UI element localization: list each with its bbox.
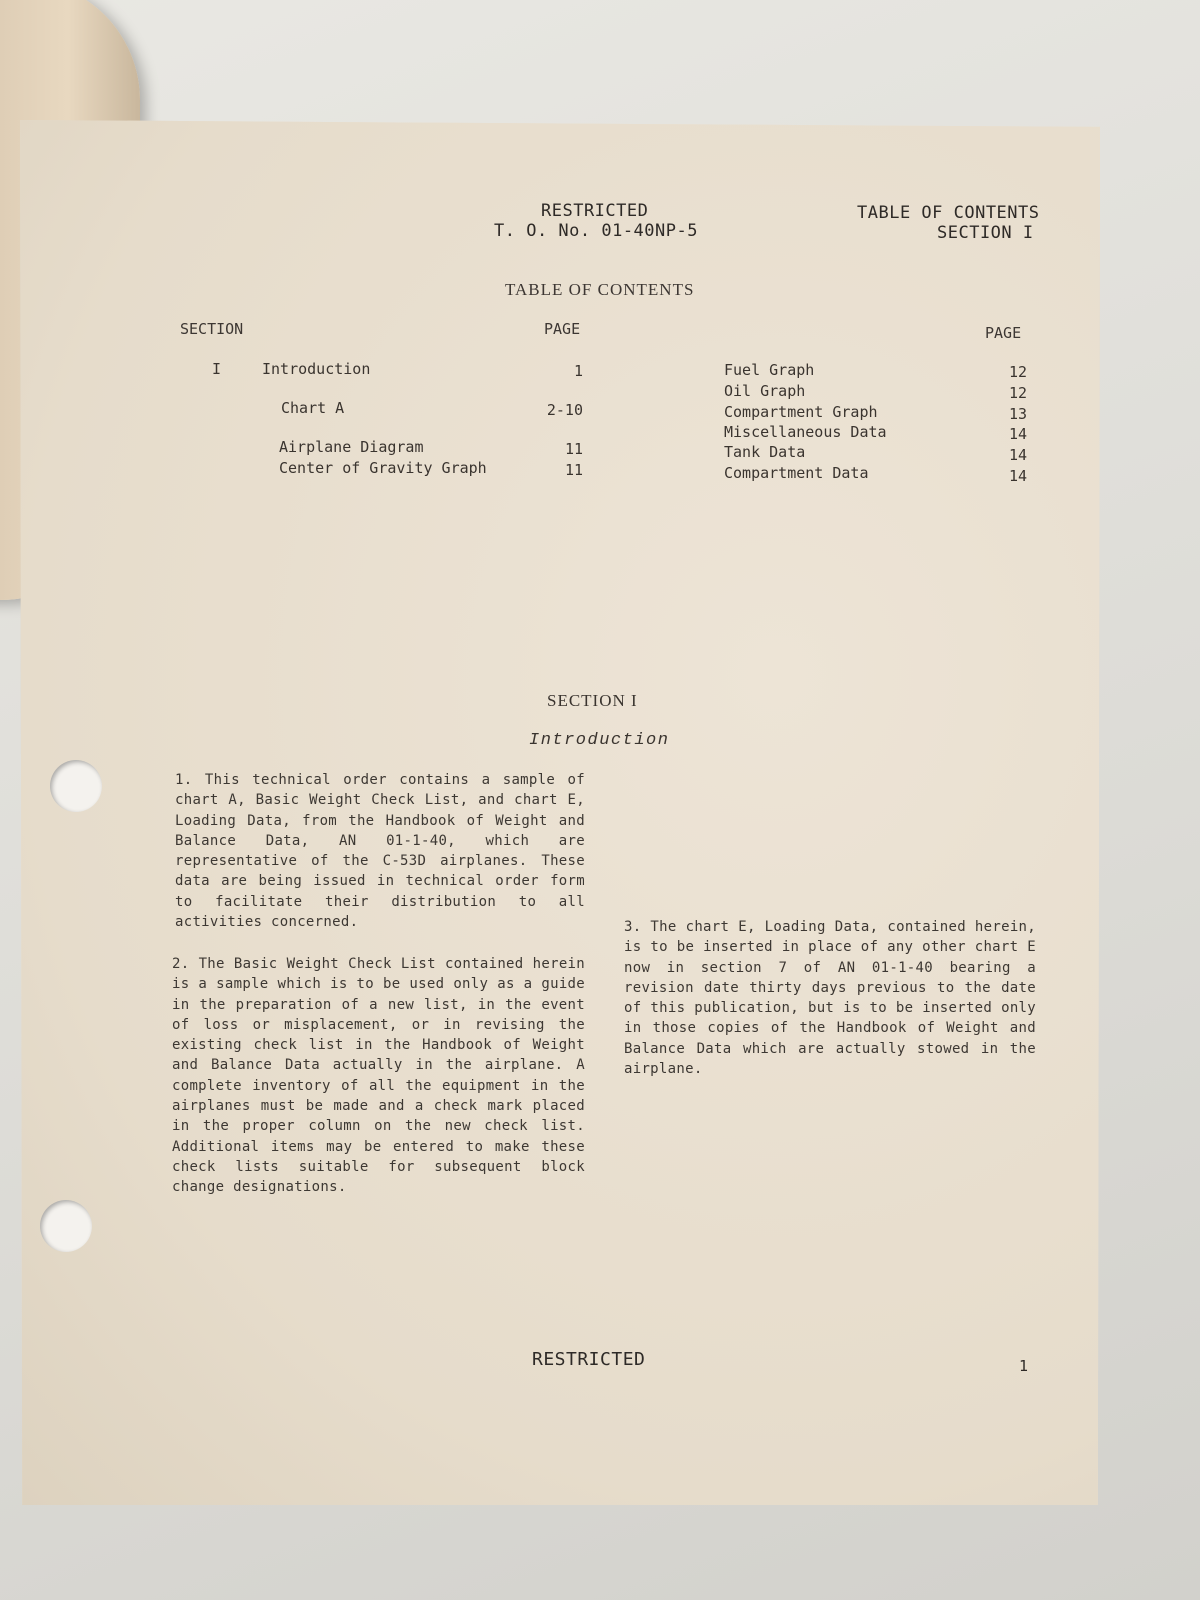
toc-left-entry: Chart A xyxy=(281,399,345,417)
punch-hole-top xyxy=(50,760,102,812)
section-subheading: Introduction xyxy=(529,731,670,750)
toc-right-entry: Compartment Data xyxy=(724,464,869,482)
toc-right-page: 12 xyxy=(1008,363,1027,381)
paragraph-1: 1. This technical order contains a sample of chart A, Basic Weight Check List, and chart E, Loading Data, from the Handbook of Weight and Balance Data, AN 01-1-40, which are representative of the C-53D airplanes. These data are being issued in technical order form to facilitate their distribution to all activities concerned. xyxy=(175,772,585,931)
header-classification: RESTRICTED xyxy=(541,201,649,221)
toc-right-entry: Tank Data xyxy=(724,443,806,461)
toc-right-page: 12 xyxy=(1008,384,1027,402)
toc-right-page: 14 xyxy=(1008,446,1027,464)
toc-left-section-num: I xyxy=(212,360,222,378)
toc-left-page: 1 xyxy=(573,362,583,380)
toc-title: TABLE OF CONTENTS xyxy=(505,280,695,299)
footer-page-number: 1 xyxy=(1019,1357,1029,1375)
toc-right-page: 14 xyxy=(1008,467,1027,485)
toc-right-entry: Oil Graph xyxy=(724,382,806,400)
toc-right-page: 14 xyxy=(1008,425,1027,443)
paragraph-3: 3. The chart E, Loading Data, contained herein, is to be inserted in place of any other chart E now in section 7 of AN 01-1-40 bearing a revision date thirty days previous to the date of this publication, but is to be inserted only in those copies of the Handbook of Weight and Balance Data which are actually stowed in the airplane. xyxy=(624,919,1036,1078)
toc-right-page: 13 xyxy=(1008,405,1027,423)
toc-left-page: 2-10 xyxy=(546,401,583,419)
header-right-section: SECTION I xyxy=(937,223,1034,243)
toc-right-entry: Compartment Graph xyxy=(724,403,878,421)
toc-left-entry: Airplane Diagram xyxy=(279,438,424,456)
toc-right-entry: Miscellaneous Data xyxy=(724,423,887,441)
header-to-number: T. O. No. 01-40NP-5 xyxy=(494,221,698,241)
footer-classification: RESTRICTED xyxy=(532,1349,646,1370)
toc-col-page-left: PAGE xyxy=(544,320,581,338)
punch-hole-bottom xyxy=(40,1200,92,1252)
paragraph-2: 2. The Basic Weight Check List contained herein is a sample which is to be used only as a guide in the preparation of a new list, in the event of loss or misplacement, or in revising the existing check list in the Handbook of Weight and Balance Data actually in the airplane. A complete inventory of all the equipment in the airplanes must be made and a check mark placed in the proper column on the new check list. Additional items may be entered to make these check lists suitable for subsequent block change designations. xyxy=(172,956,585,1196)
toc-left-page: 11 xyxy=(564,461,583,479)
section-heading: SECTION I xyxy=(547,691,638,710)
toc-left-entry: Introduction xyxy=(262,360,371,378)
toc-left-entry: Center of Gravity Graph xyxy=(279,459,487,477)
toc-col-section: SECTION xyxy=(180,320,244,338)
toc-right-entry: Fuel Graph xyxy=(724,361,815,379)
toc-col-page-right: PAGE xyxy=(985,324,1022,342)
header-right-title: TABLE OF CONTENTS xyxy=(857,203,1040,223)
toc-left-page: 11 xyxy=(564,440,583,458)
